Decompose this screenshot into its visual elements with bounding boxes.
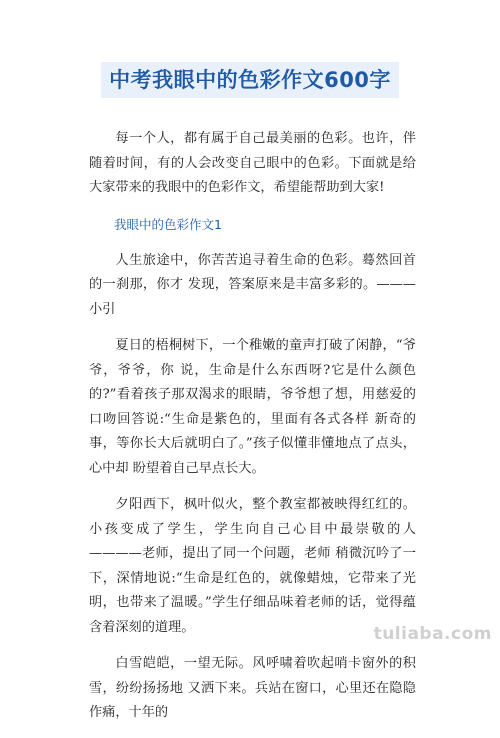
body-paragraph: 人生旅途中，你苦苦追寻着生命的色彩。蓦然回首的一刹那，你才 发现，答案原来是丰富多彩的。———小引 [89,252,416,317]
body-paragraph: 白雪皑皑，一望无际。风呼啸着吹起哨卡窗外的积雪，纷纷扬扬地 又洒下来。兵站在窗口，心里还在隐隐作痛，十年的 [89,656,416,720]
site-watermark: tuliaba.com [373,624,492,644]
body-paragraph: 夕阳西下，枫叶似火，整个教室都被映得红红的。小孩变成了学生，学生向自己心目中最崇敬的人————老师，提出了同一个问题，老师 稍微沉吟了一下，深情地说:“生命是红色的，就像蜡烛，它带来了光 明，也带来了温暖。”学生仔细品味着老师的话，觉得蕴含着深刻的道理。 [89,497,416,635]
article-body [89,127,416,738]
section-heading: 我眼中的色彩作文1 [114,216,222,232]
title-container [0,62,500,98]
page-title: 中考我眼中的色彩作文600字 [101,62,399,98]
intro-paragraph: 每一个人，都有属于自己最美丽的色彩。也许，伴随着时间，有的人会改变自己眼中的色彩。下面就是给大家带来的我眼中的色彩作文，希望能帮助到大家! [89,131,416,195]
body-paragraph: 夏日的梧桐树下，一个稚嫩的童声打破了闲静，“爷爷，爷爷，你 说，生命是什么东西呀?它是什么颜色的?”看着孩子那双渴求的眼睛，爷爷想了想，用慈爱的口吻回答说:“生命是紫色的，里面有各式各样 新奇的事，等你长大后就明白了。”孩子似懂非懂地点了点头，心中却 盼望着自己早点长大。 [89,338,416,476]
